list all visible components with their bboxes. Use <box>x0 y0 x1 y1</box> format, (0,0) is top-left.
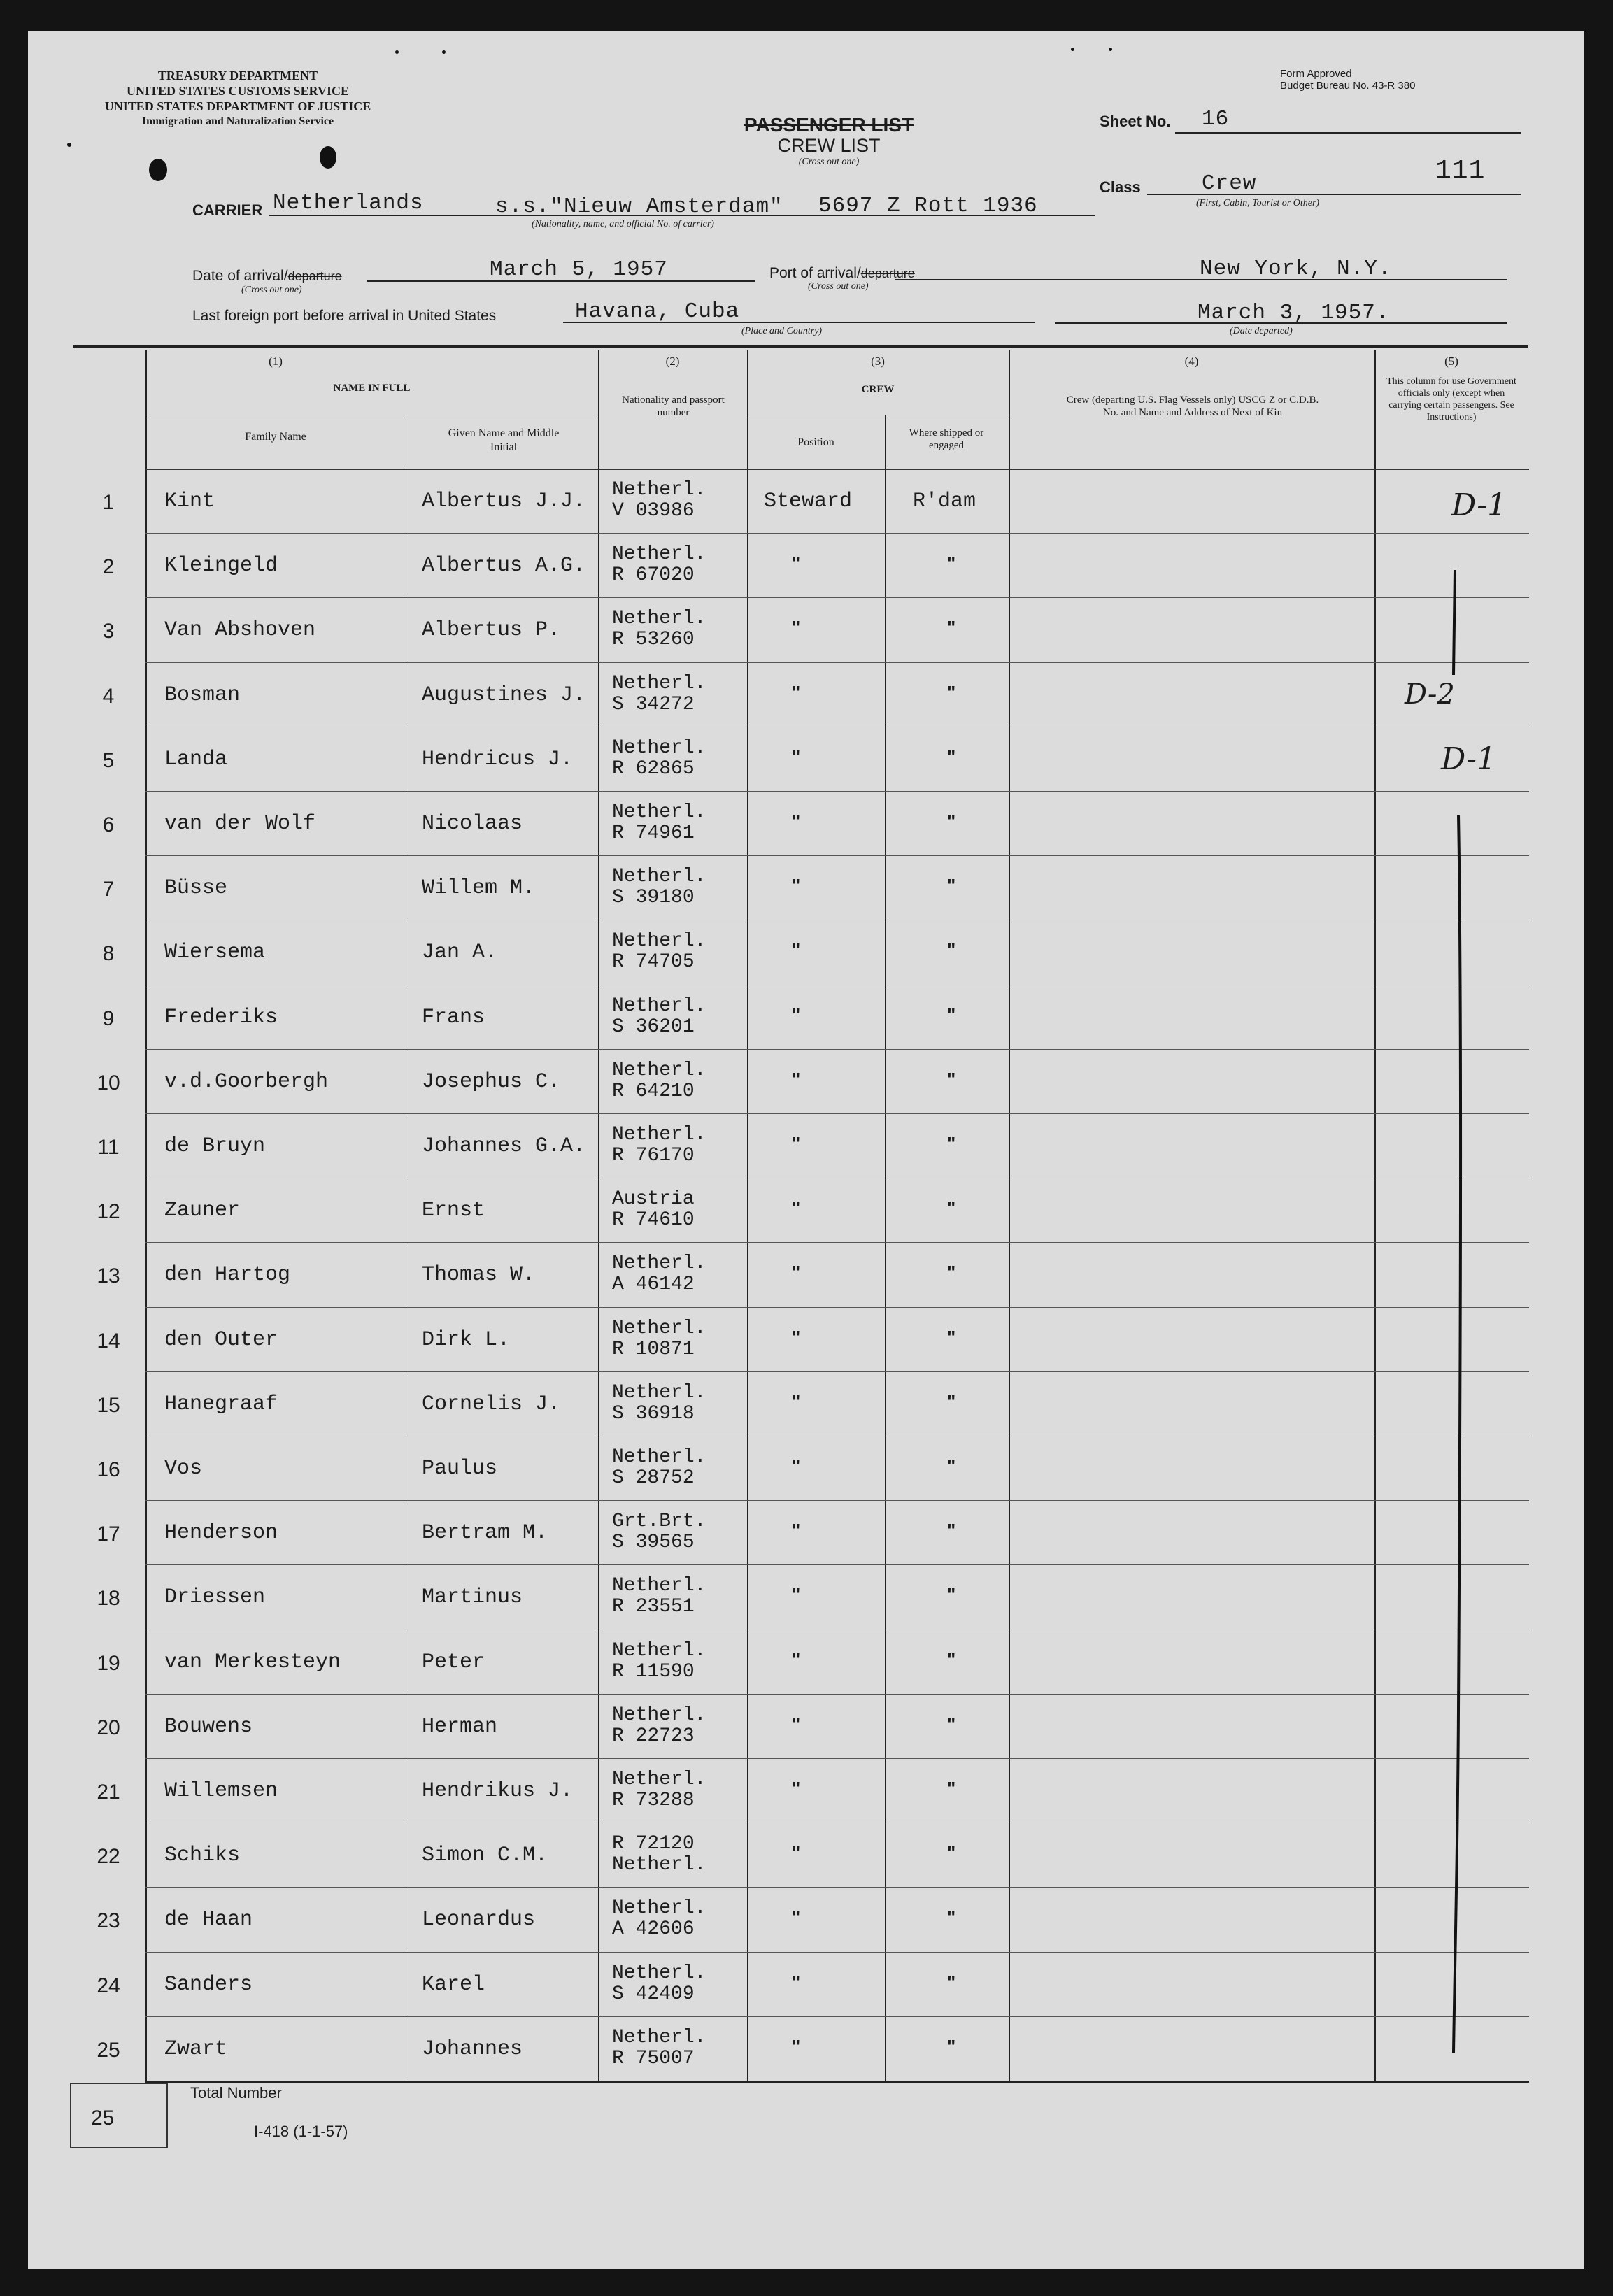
arrival-value: March 5, 1957 <box>490 257 668 282</box>
total-value: 25 <box>91 2106 115 2130</box>
position-ditto: " <box>791 1520 801 1541</box>
official-mark: D-1 <box>1451 487 1507 523</box>
nationality: Netherl. <box>612 1059 706 1081</box>
col-5-title: This column for use Government officials only (except when carrying certain passengers. See Instructions) <box>1386 376 1516 422</box>
row-number: 19 <box>97 1651 120 1675</box>
row-divider <box>145 1887 1529 1888</box>
given-name: Leonardus <box>422 1908 536 1932</box>
shipped-at-ditto: " <box>946 939 956 961</box>
form-number: I-418 (1-1-57) <box>254 2123 348 2140</box>
col-2-number: (2) <box>665 355 680 368</box>
carrier-sub: (Nationality, name, and official No. of carrier) <box>532 219 714 229</box>
position-ditto: " <box>791 811 801 832</box>
shipped-at-ditto: " <box>946 1197 956 1219</box>
given-name: Nicolaas <box>422 812 523 836</box>
family-name: van Merkesteyn <box>164 1650 341 1674</box>
col-family-header: Family Name <box>245 431 306 443</box>
row-number: 17 <box>97 1523 120 1546</box>
row-divider <box>145 1500 1529 1501</box>
family-name: de Haan <box>164 1908 253 1932</box>
shipped-at-ditto: " <box>946 1004 956 1025</box>
family-name: den Hartog <box>164 1263 291 1288</box>
dept-line: TREASURY DEPARTMENT <box>157 69 318 83</box>
nationality: Netherl. <box>612 1769 706 1790</box>
shipped-at-ditto: " <box>946 681 956 703</box>
given-name: Simon C.M. <box>422 1844 548 1868</box>
shipped-at-ditto: " <box>946 1133 956 1154</box>
given-name: Hendricus J. <box>422 747 574 771</box>
row-number: 15 <box>97 1393 120 1417</box>
class-note: 111 <box>1435 156 1486 186</box>
position-ditto: " <box>791 1133 801 1154</box>
given-name: Albertus P. <box>422 618 561 643</box>
row-number: 13 <box>97 1264 120 1288</box>
speck <box>442 50 446 54</box>
passport-number: S 28752 <box>612 1467 695 1489</box>
given-name: Frans <box>422 1005 485 1029</box>
class-value: Crew <box>1202 171 1257 196</box>
row-divider <box>145 2016 1529 2017</box>
row-divider <box>145 1049 1529 1050</box>
shipped-at-ditto: " <box>946 1584 956 1606</box>
arrival-sub: (Cross out one) <box>241 285 302 295</box>
family-name: Frederiks <box>164 1005 278 1029</box>
row-number: 7 <box>102 878 115 901</box>
shipped-at-ditto: " <box>946 1326 956 1348</box>
row-number: 10 <box>97 1071 120 1094</box>
row-number: 24 <box>97 1974 120 1997</box>
col-2-title: Nationality and passport number <box>622 394 725 418</box>
row-number: 4 <box>102 684 115 708</box>
row-number: 2 <box>102 555 115 579</box>
col-4-title: Crew (departing U.S. Flag Vessels only) USCG Z or C.D.B. No. and Name and Address of Next of Kin <box>1066 394 1319 418</box>
position-ditto: " <box>791 1455 801 1476</box>
family-name: Willemsen <box>164 1779 278 1803</box>
nationality: Netherl. <box>612 1317 706 1339</box>
speck <box>67 143 71 147</box>
family-name: van der Wolf <box>164 812 316 836</box>
total-label: Total Number <box>190 2084 282 2102</box>
position-ditto: " <box>791 1906 801 1928</box>
position-ditto: " <box>791 875 801 897</box>
nationality: Netherl. <box>612 801 706 823</box>
nationality: Netherl. <box>612 1962 706 1984</box>
ink-blot <box>320 146 336 169</box>
port-label: Port of arrival/ <box>769 265 861 281</box>
row-number: 1 <box>102 491 115 514</box>
shipped-at-ditto: " <box>946 1262 956 1283</box>
family-name: Bouwens <box>164 1714 253 1739</box>
passport-number: S 36918 <box>612 1402 695 1425</box>
family-name: Zwart <box>164 2037 228 2061</box>
shipped-at-ditto: " <box>946 2035 956 2057</box>
nationality: Netherl. <box>612 543 706 566</box>
position-ditto: " <box>791 1197 801 1219</box>
family-name: Hanegraaf <box>164 1392 278 1416</box>
passport-number: R 74610 <box>612 1209 695 1232</box>
passport-number: R 74705 <box>612 951 695 974</box>
carrier-label: CARRIER <box>192 201 263 219</box>
class-label: Class <box>1100 178 1141 196</box>
speck <box>395 50 399 54</box>
position-ditto: " <box>791 2035 801 2057</box>
row-divider <box>145 1113 1529 1114</box>
given-name: Johannes G.A. <box>422 1134 586 1158</box>
position-ditto: " <box>791 617 801 639</box>
shipped-at-ditto: " <box>946 875 956 897</box>
family-name: Driessen <box>164 1585 266 1610</box>
table-top-rule <box>73 345 1528 348</box>
position-ditto: " <box>791 1004 801 1025</box>
given-name: Cornelis J. <box>422 1392 561 1416</box>
dept-line: UNITED STATES CUSTOMS SERVICE <box>127 84 349 98</box>
passport-number: R 62865 <box>612 757 695 780</box>
position: Steward <box>764 490 853 513</box>
list-type-note: (Cross out one) <box>798 157 860 167</box>
passport-number: R 64210 <box>612 1080 695 1102</box>
given-name: Jan A. <box>422 941 498 965</box>
shipped-at-ditto: " <box>946 1906 956 1928</box>
row-divider <box>145 1371 1529 1372</box>
family-name: Vos <box>164 1457 203 1481</box>
shipped-at-ditto: " <box>946 1648 956 1670</box>
position-ditto: " <box>791 746 801 767</box>
passport-number: Netherl. <box>612 1854 706 1876</box>
row-number: 14 <box>97 1329 120 1353</box>
position-ditto: " <box>791 939 801 961</box>
nationality: Austria <box>612 1188 695 1211</box>
given-name: Augustines J. <box>422 683 586 707</box>
class-sub: (First, Cabin, Tourist or Other) <box>1196 198 1320 208</box>
row-number: 5 <box>102 748 115 772</box>
family-name: Kint <box>164 490 215 513</box>
family-name: Kleingeld <box>164 554 278 578</box>
row-number: 21 <box>97 1781 120 1804</box>
family-name: Van Abshoven <box>164 618 316 643</box>
nationality: Netherl. <box>612 1704 706 1726</box>
given-name: Bertram M. <box>422 1521 548 1546</box>
passport-number: R 11590 <box>612 1660 695 1683</box>
col-given-header: Given Name and Middle Initial <box>448 427 560 453</box>
nationality: Netherl. <box>612 2026 706 2048</box>
passport-number: S 39565 <box>612 1532 695 1554</box>
position-ditto: " <box>791 1068 801 1090</box>
carrier-nationality: Netherlands <box>273 191 424 215</box>
nationality: Netherl. <box>612 930 706 953</box>
col-3-number: (3) <box>871 355 885 368</box>
shipped-at-ditto: " <box>946 617 956 639</box>
row-number: 18 <box>97 1587 120 1611</box>
shipped-at-ditto: " <box>946 746 956 767</box>
shipped-at-ditto: " <box>946 1971 956 1992</box>
last-port-value: Havana, Cuba <box>575 299 740 324</box>
shipped-at-ditto: " <box>946 552 956 574</box>
family-name: den Outer <box>164 1327 278 1352</box>
passport-number: R 10871 <box>612 1338 695 1360</box>
row-number: 12 <box>97 1200 120 1224</box>
nationality: Netherl. <box>612 866 706 888</box>
nationality: Netherl. <box>612 1253 706 1275</box>
family-name: de Bruyn <box>164 1134 266 1158</box>
total-box <box>70 2083 168 2148</box>
position-ditto: " <box>791 552 801 574</box>
port-struck: departure <box>860 266 915 280</box>
col-5-number: (5) <box>1444 355 1458 368</box>
position-ditto: " <box>791 1778 801 1799</box>
position-ditto: " <box>791 1390 801 1412</box>
given-name: Karel <box>422 1972 485 1997</box>
row-divider <box>145 662 1529 663</box>
family-name: Henderson <box>164 1521 278 1546</box>
row-divider <box>145 597 1529 598</box>
nationality: Netherl. <box>612 1124 706 1146</box>
row-number: 20 <box>97 1716 120 1739</box>
form-approved: Form Approved <box>1280 68 1352 80</box>
given-name: Hendrikus J. <box>422 1779 574 1803</box>
passport-number: R 75007 <box>612 2047 695 2069</box>
nationality: Netherl. <box>612 994 706 1017</box>
position-ditto: " <box>791 1648 801 1670</box>
class-rule <box>1147 194 1521 195</box>
family-name: Wiersema <box>164 941 266 965</box>
given-name: Martinus <box>422 1585 523 1610</box>
nationality: Netherl. <box>612 672 706 694</box>
row-number: 9 <box>102 1006 115 1030</box>
nationality: Netherl. <box>612 1381 706 1404</box>
port-sub: (Cross out one) <box>808 281 869 292</box>
nationality: Netherl. <box>612 736 706 759</box>
given-name: Herman <box>422 1714 498 1739</box>
given-name: Ernst <box>422 1199 485 1223</box>
row-divider <box>145 1694 1529 1695</box>
position-ditto: " <box>791 1584 801 1606</box>
arrival-rule <box>367 280 755 282</box>
passport-number: R 53260 <box>612 629 695 651</box>
row-number: 3 <box>102 620 115 643</box>
speck <box>1109 48 1112 51</box>
family-name: Sanders <box>164 1972 253 1997</box>
given-name: Albertus A.G. <box>422 554 586 578</box>
nationality: Netherl. <box>612 1575 706 1597</box>
col-line <box>885 415 886 2082</box>
passport-number: R 76170 <box>612 1145 695 1167</box>
official-mark: D-1 <box>1441 741 1496 777</box>
row-number: 8 <box>102 942 115 966</box>
passport-number: R 73288 <box>612 1790 695 1811</box>
row-number: 16 <box>97 1458 120 1481</box>
carrier-number: 5697 Z Rott 1936 <box>818 194 1038 218</box>
position-ditto: " <box>791 1262 801 1283</box>
port-rule <box>895 279 1507 280</box>
shipped-at-ditto: " <box>946 1068 956 1090</box>
sheet-value: 16 <box>1202 107 1230 131</box>
nationality: R 72120 <box>612 1833 695 1855</box>
handwritten-bracket-line <box>1427 521 1469 2060</box>
shipped-at-ditto: " <box>946 1713 956 1734</box>
row-number: 6 <box>102 813 115 836</box>
given-name: Dirk L. <box>422 1327 511 1352</box>
shipped-at-ditto: " <box>946 1390 956 1412</box>
given-name: Josephus C. <box>422 1069 561 1094</box>
carrier-name: s.s."Nieuw Amsterdam" <box>495 194 783 219</box>
row-number: 25 <box>97 2038 120 2062</box>
family-name: Zauner <box>164 1199 241 1223</box>
row-divider <box>145 855 1529 856</box>
row-divider <box>145 1758 1529 1759</box>
given-name: Willem M. <box>422 876 536 901</box>
shipped-at-ditto: " <box>946 1520 956 1541</box>
row-divider <box>145 1564 1529 1565</box>
passport-number: A 42606 <box>612 1918 695 1941</box>
passport-number: R 23551 <box>612 1596 695 1618</box>
passport-number: R 22723 <box>612 1725 695 1747</box>
shipped-at-ditto: " <box>946 1842 956 1864</box>
position-ditto: " <box>791 1713 801 1734</box>
dept-line: UNITED STATES DEPARTMENT OF JUSTICE <box>104 99 371 113</box>
list-type-struck: PASSENGER LIST <box>744 114 914 136</box>
header-bottom-line <box>145 469 1529 470</box>
departed-rule <box>1055 322 1507 324</box>
family-name: Bosman <box>164 683 241 707</box>
given-name: Thomas W. <box>422 1263 536 1288</box>
passport-number: V 03986 <box>612 500 695 522</box>
nationality: Netherl. <box>612 608 706 630</box>
passport-number: S 34272 <box>612 693 695 715</box>
family-name: v.d.Goorbergh <box>164 1069 329 1094</box>
col-where-header: Where shipped or engaged <box>909 427 984 451</box>
budget-bureau: Budget Bureau No. 43-R 380 <box>1280 80 1416 92</box>
position-ditto: " <box>791 1326 801 1348</box>
shipped-at-ditto: " <box>946 1455 956 1476</box>
row-divider <box>145 533 1529 534</box>
passport-number: S 39180 <box>612 887 695 909</box>
row-number: 23 <box>97 1909 120 1933</box>
nationality: Netherl. <box>612 1639 706 1662</box>
given-name: Johannes <box>422 2037 523 2061</box>
departed-value: March 3, 1957. <box>1198 301 1390 325</box>
family-name: Landa <box>164 747 228 771</box>
passport-number: S 36201 <box>612 1015 695 1038</box>
last-port-sub: (Place and Country) <box>741 326 823 336</box>
col-position-header: Position <box>797 436 834 448</box>
departed-sub: (Date departed) <box>1230 326 1293 336</box>
last-port-label: Last foreign port before arrival in United States <box>192 308 497 324</box>
document-page <box>28 31 1584 2269</box>
col-3-title: CREW <box>861 384 895 395</box>
row-number: 22 <box>97 1845 120 1869</box>
given-name: Albertus J.J. <box>422 490 586 513</box>
position-ditto: " <box>791 681 801 703</box>
carrier-rule <box>269 215 1095 216</box>
col-4-number: (4) <box>1184 355 1199 368</box>
sheet-label: Sheet No. <box>1100 113 1171 130</box>
position-ditto: " <box>791 1971 801 1992</box>
family-name: Büsse <box>164 876 228 901</box>
passport-number: R 74961 <box>612 822 695 844</box>
shipped-at-ditto: " <box>946 1778 956 1799</box>
ink-blot <box>149 159 167 181</box>
row-divider <box>145 1307 1529 1308</box>
table-bottom-rule <box>145 2081 1529 2083</box>
col-1-number: (1) <box>269 355 283 368</box>
given-name: Peter <box>422 1650 485 1674</box>
shipped-at: R'dam <box>913 490 976 513</box>
nationality: Grt.Brt. <box>612 1511 706 1533</box>
arrival-struck: departure <box>287 269 342 283</box>
row-divider <box>145 1952 1529 1953</box>
passport-number: A 46142 <box>612 1274 695 1296</box>
nationality: Netherl. <box>612 1446 706 1468</box>
row-divider <box>145 791 1529 792</box>
dept-line: Immigration and Naturalization Service <box>141 115 334 127</box>
arrival-label: Date of arrival/ <box>192 268 288 284</box>
given-name: Paulus <box>422 1457 498 1481</box>
row-number: 11 <box>97 1136 120 1159</box>
official-mark: D-2 <box>1405 678 1455 711</box>
position-ditto: " <box>791 1842 801 1864</box>
shipped-at-ditto: " <box>946 811 956 832</box>
list-type: CREW LIST <box>777 135 881 156</box>
col-1-title: NAME IN FULL <box>333 383 411 394</box>
family-name: Schiks <box>164 1844 241 1868</box>
nationality: Netherl. <box>612 1897 706 1920</box>
nationality: Netherl. <box>612 479 706 501</box>
passport-number: R 67020 <box>612 564 695 587</box>
row-divider <box>145 1242 1529 1243</box>
sheet-rule <box>1175 132 1521 134</box>
last-port-rule <box>563 322 1035 323</box>
speck <box>1071 48 1074 51</box>
port-value: New York, N.Y. <box>1200 257 1392 281</box>
passport-number: S 42409 <box>612 1983 695 2005</box>
